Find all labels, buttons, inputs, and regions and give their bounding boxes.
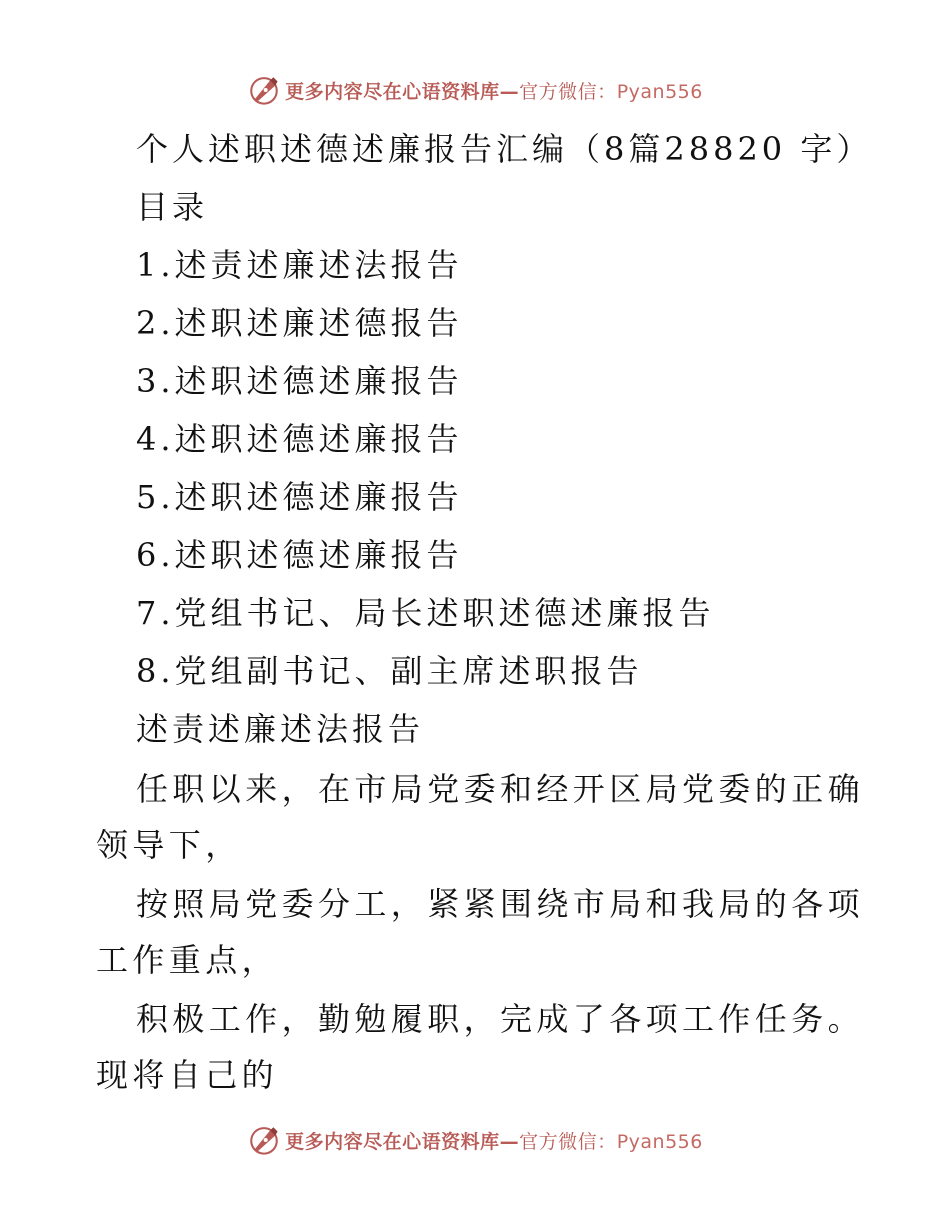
banner-wechat-label: 官方微信： xyxy=(519,80,617,103)
body-paragraph: 积极工作，勤勉履职，完成了各项工作任务。现将自己的 xyxy=(96,1000,865,1094)
banner-wechat-id: Pyan556 xyxy=(616,1130,703,1153)
pen-nib-logo-icon xyxy=(247,73,281,107)
section-heading: 述责述廉述法报告 xyxy=(136,710,425,748)
toc-item: 6.述职述德述廉报告 xyxy=(136,536,463,574)
toc-item: 8.党组副书记、副主席述职报告 xyxy=(136,652,643,690)
toc-item: 1.述责述廉述法报告 xyxy=(136,246,463,284)
document-body xyxy=(96,120,873,1106)
banner-site-name: 更多内容尽在心语资料库 xyxy=(285,80,500,103)
pen-nib-logo-icon xyxy=(247,1123,281,1157)
body-paragraph: 按照局党委分工，紧紧围绕市局和我局的各项工作重点， xyxy=(96,885,865,979)
toc-item: 4.述职述德述廉报告 xyxy=(136,420,463,458)
banner-site-name: 更多内容尽在心语资料库 xyxy=(285,1130,500,1153)
footer-banner xyxy=(0,1120,950,1160)
toc-heading: 目录 xyxy=(136,188,209,226)
body-paragraph: 任职以来，在市局党委和经开区局党委的正确领导下， xyxy=(96,770,865,864)
banner-separator: — xyxy=(499,1130,520,1153)
table-of-contents xyxy=(96,236,866,700)
header-banner xyxy=(0,70,950,110)
toc-item: 7.党组书记、局长述职述德述廉报告 xyxy=(136,594,715,632)
toc-item: 3.述职述德述廉报告 xyxy=(136,362,463,400)
toc-item: 5.述职述德述廉报告 xyxy=(136,478,463,516)
banner-wechat-id: Pyan556 xyxy=(616,80,703,103)
banner-wechat-label: 官方微信： xyxy=(519,1130,617,1153)
banner-separator: — xyxy=(499,80,520,103)
document-title: 个人述职述德述廉报告汇编（8篇28820 字） xyxy=(136,130,873,168)
toc-item: 2.述职述廉述德报告 xyxy=(136,304,463,342)
